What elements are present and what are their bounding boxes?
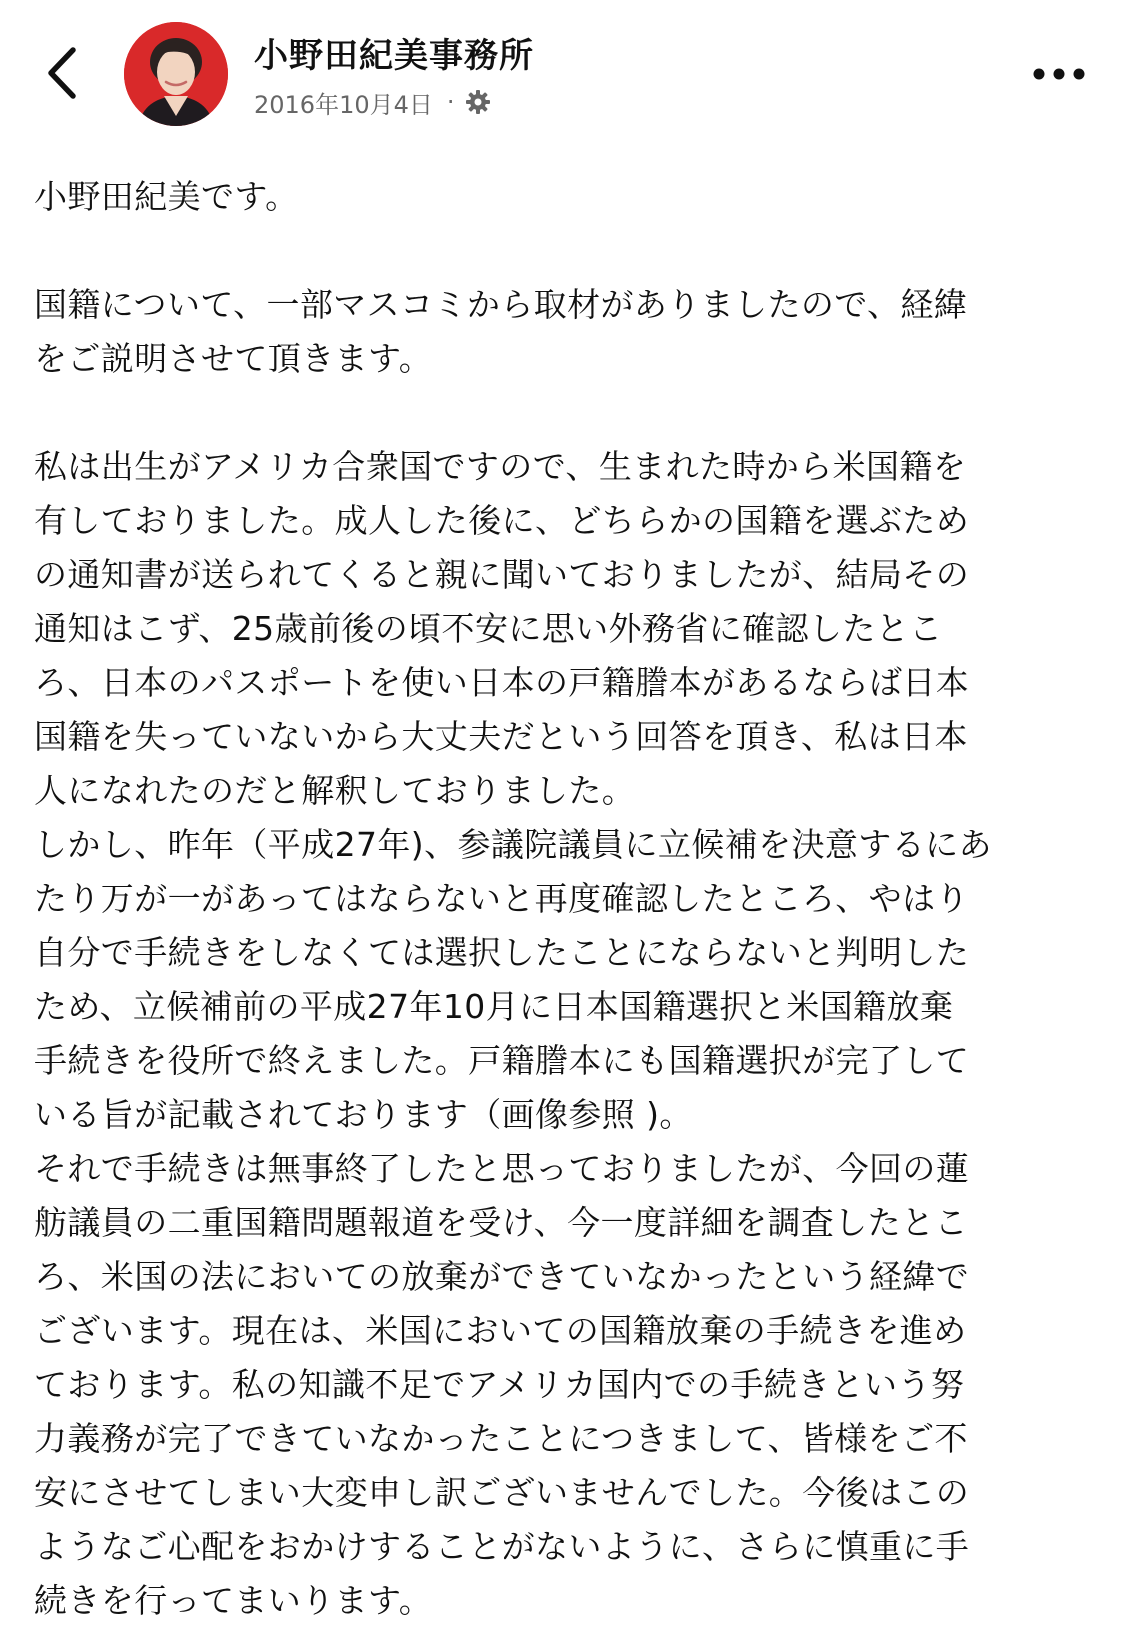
post-text-line: 国籍について、一部マスコミから取材がありましたので、経緯 — [34, 285, 968, 324]
post-text-line: 私は出生がアメリカ合衆国ですので、生まれた時から米国籍を — [34, 447, 967, 486]
post-text-line: の通知書が送られてくると親に聞いておりましたが、結局その — [34, 555, 970, 594]
post-text-line: 国籍を失っていないから大丈夫だという回答を頂き、私は日本 — [34, 717, 968, 756]
post-text-line: ろ、日本のパスポートを使い日本の戸籍謄本があるならば日本 — [34, 663, 970, 702]
post-meta — [254, 84, 491, 120]
post-text-line: 安にさせてしまい大変申し訳ございませんでした。今後はこの — [34, 1473, 970, 1512]
privacy-gear-icon — [465, 89, 491, 115]
meta-separator: · — [446, 88, 455, 116]
post-text-line: しかし、昨年（平成27年)、参議院議員に立候補を決意するにあ — [34, 825, 992, 864]
post-text-line: たり万が一があってはならないと再度確認したところ、やはり — [34, 879, 969, 918]
post-text-line: ております。私の知識不足でアメリカ国内での手続きという努 — [34, 1365, 965, 1404]
gear-icon — [465, 89, 491, 115]
post-body — [34, 170, 1094, 1628]
post-text-line: ようなご心配をおかけすることがないように、さらに慎重に手 — [34, 1527, 970, 1566]
post-text-line: 舫議員の二重国籍問題報道を受け、今一度詳細を調査したとこ — [34, 1203, 968, 1242]
post-text-line: をご説明させて頂きます。 — [34, 339, 433, 378]
post-text-line: 有しておりました。成人した後に、どちらかの国籍を選ぶため — [34, 501, 970, 540]
post-text-line: 通知はこず、25歳前後の頃不安に思い外務省に確認したとこ — [34, 609, 943, 648]
back-button[interactable] — [38, 42, 86, 104]
post-header — [0, 0, 1121, 140]
profile-photo — [124, 22, 228, 126]
chevron-left-icon — [45, 46, 79, 100]
post-text-line: ため、立候補前の平成27年10月に日本国籍選択と米国籍放棄 — [34, 987, 954, 1026]
post-text-line: 自分で手続きをしなくては選択したことにならないと判明した — [34, 933, 970, 972]
post-text-line — [34, 386, 1094, 440]
more-options-button[interactable] — [1024, 56, 1094, 92]
page-name[interactable]: 小野田紀美事務所 — [254, 36, 534, 76]
avatar[interactable] — [124, 22, 228, 126]
post-text-line: ございます。現在は、米国においての国籍放棄の手続きを進め — [34, 1311, 967, 1350]
post-text-line: 続きを行ってまいります。 — [34, 1581, 433, 1620]
post-text-line — [34, 224, 1094, 278]
post-text-line: 人になれたのだと解釈しておりました。 — [34, 771, 636, 810]
more-horizontal-icon — [1031, 67, 1087, 81]
post-text-line: 手続きを役所で終えました。戸籍謄本にも国籍選択が完了して — [34, 1041, 970, 1080]
post-text-line: それで手続きは無事終了したと思っておりましたが、今回の蓮 — [34, 1149, 970, 1188]
post-date[interactable]: 2016年10月4日 — [254, 90, 433, 119]
post-text-line: 力義務が完了できていなかったことにつきまして、皆様をご不 — [34, 1419, 968, 1458]
post-text-line: いる旨が記載されております（画像参照 )。 — [34, 1095, 693, 1134]
post-text-line: ろ、米国の法においての放棄ができていなかったという経緯で — [34, 1257, 970, 1296]
post-text-line: 小野田紀美です。 — [34, 177, 299, 216]
